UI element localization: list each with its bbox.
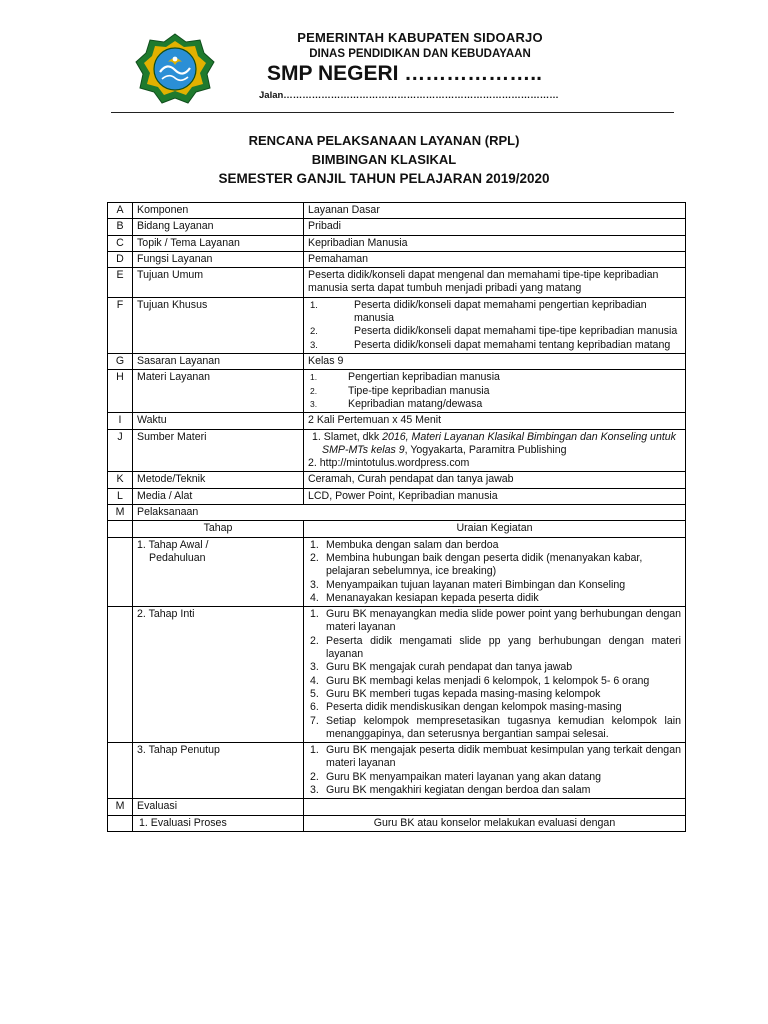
column-header-tahap: Tahap: [133, 521, 304, 537]
row-value: [304, 370, 686, 413]
list-text: Membuka dengan salam dan berdoa: [326, 538, 499, 551]
row-letter: A: [108, 203, 133, 219]
row-letter: E: [108, 268, 133, 298]
list-text: Peserta didik/konseli dapat memahami pengertian kepribadian manusia: [354, 298, 647, 325]
school-street: Jalan……………………………………………………………………………: [259, 90, 559, 101]
list-text: Peserta didik/konseli dapat memahami tipe-tipe kepribadian manusia: [354, 325, 678, 338]
stage-activities: [304, 607, 686, 743]
row-letter: B: [108, 219, 133, 235]
row-value: Kelas 9: [304, 353, 686, 369]
row-label: Materi Layanan: [133, 370, 304, 413]
activity-list: [308, 539, 681, 605]
row-label: Tujuan Khusus: [133, 297, 304, 353]
list-number: 7.: [310, 714, 319, 727]
list-number: 2.: [310, 551, 319, 564]
agency-name: DINAS PENDIDIKAN DAN KEBUDAYAAN: [309, 48, 531, 60]
activity-list: [308, 744, 681, 797]
sumber-number: 1.: [312, 430, 321, 443]
stage-activities: [304, 537, 686, 606]
list-number: 1.: [310, 299, 318, 311]
list-item: [308, 688, 681, 701]
table-row: [108, 743, 686, 799]
empty-cell: [108, 537, 133, 606]
row-label: Tujuan Umum: [133, 268, 304, 298]
list-item: [308, 552, 681, 579]
list-text: Guru BK mengajak curah pendapat dan tanya jawab: [326, 661, 573, 674]
row-value: Kepribadian Manusia: [304, 235, 686, 251]
government-name: PEMERINTAH KABUPATEN SIDOARJO: [297, 30, 543, 45]
letterhead-divider: [111, 112, 674, 113]
list-item: [308, 385, 681, 398]
stage-label-line: Pedahuluan: [149, 551, 206, 564]
table-row: [108, 203, 686, 219]
list-item: [308, 325, 681, 338]
list-item: [308, 299, 681, 326]
list-number: 1.: [310, 744, 319, 757]
table-row: [108, 429, 686, 472]
row-letter: M: [108, 799, 133, 815]
row-value: [304, 429, 686, 472]
table-row: [108, 537, 686, 606]
list-text: Guru BK menyampaikan materi layanan yang akan datang: [326, 770, 602, 783]
table-row: [108, 413, 686, 429]
list-item: [308, 744, 681, 771]
list-item: [308, 608, 681, 635]
row-label: Fungsi Layanan: [133, 251, 304, 267]
list-text: Guru BK menayangkan media slide power point yang berhubungan dengan materi layanan: [326, 608, 681, 634]
activity-list: [308, 608, 681, 741]
list-number: 5.: [310, 687, 319, 700]
sumber-publisher: , Yogyakarta, Paramitra Publishing: [404, 443, 567, 456]
list-number: 2.: [310, 326, 318, 338]
sumber-materi-2: 2. http://mintotulus.wordpress.com: [308, 457, 470, 470]
list-text: Guru BK memberi tugas kepada masing-masing kelompok: [326, 687, 601, 700]
list-text: Pengertian kepribadian manusia: [348, 371, 500, 384]
list-text: Setiap kelompok mempresetasikan tugasnya kemudian kelompok lain menanggapinya, dan seterusnya bergantian sampai selesai.: [326, 714, 681, 740]
regency-emblem-icon: [134, 32, 216, 106]
title-rpl: RENCANA PELAKSANAAN LAYANAN (RPL): [248, 133, 520, 148]
list-item: [308, 579, 681, 592]
row-value: Pribadi: [304, 219, 686, 235]
list-text: Kepribadian matang/dewasa: [348, 397, 483, 410]
row-label: Metode/Teknik: [133, 472, 304, 488]
list-text: Menyampaikan tujuan layanan materi Bimbingan dan Konseling: [326, 578, 626, 591]
table-row: [108, 353, 686, 369]
stage-label-awal: [133, 537, 304, 606]
row-label: Sasaran Layanan: [133, 353, 304, 369]
list-item: [308, 592, 681, 605]
list-number: 4.: [310, 591, 319, 604]
row-value: 2 Kali Pertemuan x 45 Menit: [304, 413, 686, 429]
materi-layanan-list: [308, 371, 681, 411]
sumber-author: Slamet, dkk: [323, 430, 383, 443]
list-item: [308, 635, 681, 662]
table-row: [108, 488, 686, 504]
list-number: 1.: [310, 538, 319, 551]
list-text: Guru BK membagi kelas menjadi 6 kelompok, 1 kelompok 5- 6 orang: [326, 674, 650, 687]
list-item: [308, 539, 681, 552]
row-value: LCD, Power Point, Kepribadian manusia: [304, 488, 686, 504]
school-name: SMP NEGERI ………………..: [267, 62, 542, 85]
row-letter: K: [108, 472, 133, 488]
table-row: [108, 297, 686, 353]
list-text: Peserta didik mendiskusikan dengan kelompok masing-masing: [326, 701, 622, 714]
sumber-materi-1: [308, 431, 681, 458]
evaluasi-proses-value: Guru BK atau konselor melakukan evaluasi dengan: [304, 815, 686, 831]
table-row: [108, 815, 686, 831]
list-item: [308, 661, 681, 674]
list-number: 1.: [310, 372, 318, 383]
list-text: Tipe-tipe kepribadian manusia: [348, 384, 490, 397]
row-letter: C: [108, 235, 133, 251]
row-letter: D: [108, 251, 133, 267]
letterhead-text: [245, 30, 595, 101]
table-row: [108, 219, 686, 235]
tujuan-khusus-list: [308, 299, 681, 352]
empty-cell: [108, 521, 133, 537]
row-label: Waktu: [133, 413, 304, 429]
list-number: 3.: [310, 578, 319, 591]
list-text: Guru BK mengajak peserta didik membuat kesimpulan yang terkait dengan materi layanan: [326, 744, 681, 770]
list-item: [308, 675, 681, 688]
list-number: 6.: [310, 701, 319, 714]
table-row: [108, 607, 686, 743]
row-label: Evaluasi: [133, 799, 304, 815]
stage-activities: [304, 743, 686, 799]
list-text: Membina hubungan baik dengan peserta didik (menanyakan kabar, pelajaran sebelumnya, ice breaking): [326, 551, 643, 578]
empty-cell: [108, 607, 133, 743]
list-text: Guru BK mengakhiri kegiatan dengan berdoa dan salam: [326, 783, 591, 796]
row-label: Topik / Tema Layanan: [133, 235, 304, 251]
row-label: Pelaksanaan: [133, 505, 686, 521]
row-value: Ceramah, Curah pendapat dan tanya jawab: [304, 472, 686, 488]
list-text: Menanayakan kesiapan kepada peserta didik: [326, 591, 539, 604]
table-row: [108, 268, 686, 298]
column-header-uraian: Uraian Kegiatan: [304, 521, 686, 537]
list-number: 2.: [310, 770, 319, 783]
list-number: 4.: [310, 674, 319, 687]
stage-label-line: 1. Tahap Awal /: [137, 538, 209, 551]
list-number: 2.: [310, 385, 318, 396]
stage-label-penutup: 3. Tahap Penutup: [133, 743, 304, 799]
title-semester: SEMESTER GANJIL TAHUN PELAJARAN 2019/2020: [218, 171, 550, 186]
list-item: [308, 701, 681, 714]
row-label: Sumber Materi: [133, 429, 304, 472]
table-row: [108, 370, 686, 413]
sumber-title: 2016, Materi Layanan Klasikal Bimbingan dan Konseling untuk SMP-MTs kelas 9: [322, 430, 676, 456]
row-letter: G: [108, 353, 133, 369]
list-item: [308, 398, 681, 411]
list-text: Peserta didik/konseli dapat memahami tentang kepribadian matang: [354, 338, 671, 351]
list-number: 3.: [310, 398, 318, 409]
row-letter: F: [108, 297, 133, 353]
list-text: Peserta didik mengamati slide pp yang berhubungan dengan materi layanan: [326, 634, 681, 661]
row-label: Bidang Layanan: [133, 219, 304, 235]
row-value: Peserta didik/konseli dapat mengenal dan memahami tipe-tipe kepribadian manusia serta dapat tumbuh menjadi pribadi yang matang: [304, 268, 686, 298]
document-titles: [0, 131, 768, 188]
rpl-table: [107, 202, 686, 832]
letterhead: [0, 0, 768, 120]
table-row: [108, 505, 686, 521]
list-number: 3.: [310, 783, 319, 796]
list-item: [308, 715, 681, 742]
list-number: 1.: [310, 608, 319, 621]
row-value: [304, 297, 686, 353]
table-row: [108, 251, 686, 267]
list-item: [308, 784, 681, 797]
table-row: [108, 235, 686, 251]
row-letter: I: [108, 413, 133, 429]
row-label: Media / Alat: [133, 488, 304, 504]
row-letter: H: [108, 370, 133, 413]
list-item: [308, 371, 681, 384]
row-letter: M: [108, 505, 133, 521]
row-value: Pemahaman: [304, 251, 686, 267]
list-item: [308, 339, 681, 352]
title-bimbingan: BIMBINGAN KLASIKAL: [311, 152, 457, 167]
row-label: Komponen: [133, 203, 304, 219]
table-row: [108, 472, 686, 488]
list-number: 3.: [310, 661, 319, 674]
empty-cell: [304, 799, 686, 815]
list-number: 3.: [310, 339, 318, 351]
table-row: [108, 521, 686, 537]
stage-label-inti: 2. Tahap Inti: [133, 607, 304, 743]
row-letter: J: [108, 429, 133, 472]
table-row: [108, 799, 686, 815]
row-letter: L: [108, 488, 133, 504]
row-value: Layanan Dasar: [304, 203, 686, 219]
empty-cell: [108, 743, 133, 799]
list-item: [308, 771, 681, 784]
list-number: 2.: [310, 634, 319, 647]
evaluasi-proses-label: 1. Evaluasi Proses: [133, 815, 304, 831]
empty-cell: [108, 815, 133, 831]
